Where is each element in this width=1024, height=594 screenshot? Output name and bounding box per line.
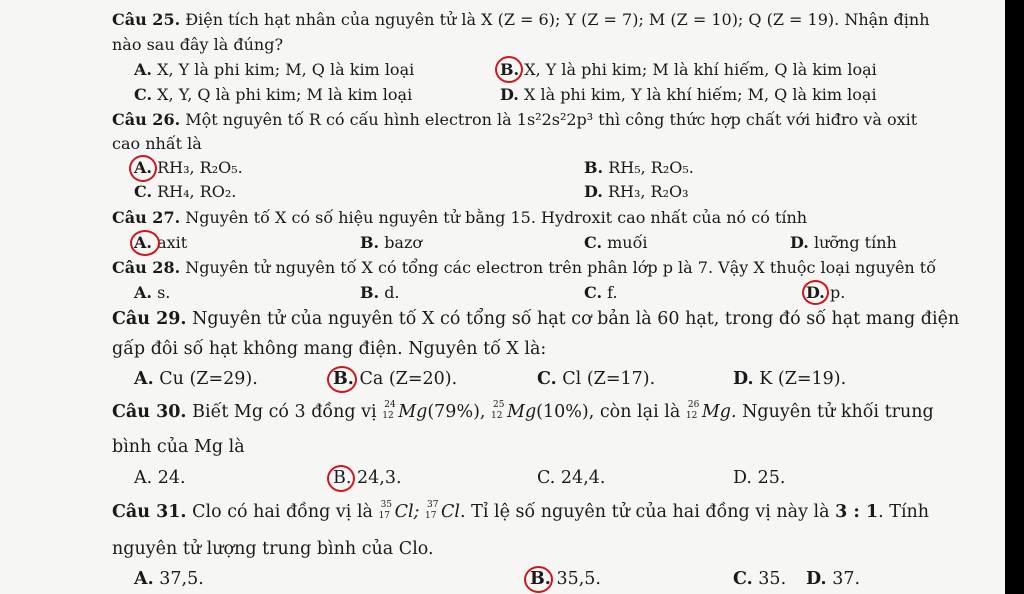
q25-line-2: nào sau đây là đúng? bbox=[112, 35, 284, 54]
q26-text: Một nguyên tố R có cấu hình electron là 1s²2s²2p³ thì công thức hợp chất với hiđro và oxit bbox=[185, 110, 918, 129]
q30-number: Câu 30. bbox=[112, 402, 187, 422]
q26-option-c: C. RH₄, RO₂. bbox=[134, 182, 237, 201]
q27-text: Nguyên tố X có số hiệu nguyên tử bằng 15. Hydroxit cao nhất của nó có tính bbox=[185, 208, 808, 227]
q29-line-1 bbox=[112, 311, 959, 329]
q30-option-b: B. 24,3. bbox=[333, 468, 402, 488]
q30-isotope-3-label: 26 12 bbox=[685, 399, 700, 421]
q25-line-1 bbox=[112, 12, 930, 28]
q29-option-b: B. Ca (Z=20). bbox=[333, 369, 458, 389]
q27-option-b: B. bazơ bbox=[360, 233, 423, 252]
q31-option-b: B. 35,5. bbox=[530, 569, 601, 589]
q29-answer-circle bbox=[327, 366, 357, 393]
q29-option-a: A. Cu (Z=29). bbox=[134, 369, 258, 389]
q26-option-a: A. RH₃, R₂O₅. bbox=[134, 158, 243, 177]
q27-answer-circle bbox=[130, 230, 160, 256]
q29-option-c: C. Cl (Z=17). bbox=[537, 369, 656, 389]
q28-number: Câu 28. bbox=[112, 258, 181, 277]
q29-option-d: D. K (Z=19). bbox=[733, 369, 847, 389]
q26-line-1 bbox=[112, 112, 917, 128]
q30-answer-circle bbox=[327, 465, 355, 492]
screen-edge bbox=[1005, 0, 1024, 594]
q26-answer-circle bbox=[129, 155, 157, 182]
q25-option-d: D. X là phi kim, Y là khí hiếm; M, Q là kim loại bbox=[500, 85, 877, 104]
q31-option-c: C. 35. bbox=[733, 569, 787, 589]
q31-option-a: A. 37,5. bbox=[134, 569, 204, 589]
q31-number: Câu 31. bbox=[112, 502, 187, 522]
q31-line-1: Câu 31. Clo có hai đồng vị là 35 17 Cl; 37 17 Cl. Tỉ lệ số nguyên tử của hai đồng vị này là 3 : 1. Tính bbox=[112, 499, 930, 522]
q26-number: Câu 26. bbox=[112, 110, 181, 129]
q30-isotope-2-label: 25 12 bbox=[491, 399, 505, 421]
q25-option-c: C. X, Y, Q là phi kim; M là kim loại bbox=[134, 85, 413, 104]
q26-option-d: D. RH₃, R₂O₃ bbox=[584, 182, 689, 201]
q27-number: Câu 27. bbox=[112, 208, 181, 227]
q27-option-c: C. muối bbox=[584, 233, 648, 252]
q25-text: Điện tích hạt nhân của nguyên tử là X (Z = 6); Y (Z = 7); M (Z = 10); Q (Z = 19). Nhận định bbox=[185, 10, 930, 29]
q28-text: Nguyên tử nguyên tố X có tổng các electron trên phân lớp p là 7. Vậy X thuộc loại nguyên tố bbox=[185, 258, 937, 277]
q26-option-b: B. RH₅, R₂O₅. bbox=[584, 158, 694, 177]
q29-line-2: gấp đôi số hạt không mang điện. Nguyên tố X là: bbox=[112, 339, 547, 359]
q27-option-a: A. axit bbox=[134, 233, 188, 252]
q28-option-c: C. f. bbox=[584, 283, 618, 302]
q28-option-a: A. s. bbox=[134, 283, 171, 302]
q29-number: Câu 29. bbox=[112, 309, 187, 329]
q30-isotope-1-label: 24 12 bbox=[382, 399, 396, 421]
q30-option-d: D. 25. bbox=[733, 468, 786, 488]
q30-option-c: C. 24,4. bbox=[537, 468, 606, 488]
q25-option-a: A. X, Y là phi kim; M, Q là kim loại bbox=[134, 60, 415, 79]
q27-option-d: D. lưỡng tính bbox=[790, 233, 897, 252]
q30-option-a: A. 24. bbox=[134, 468, 186, 488]
q27-line-1 bbox=[112, 210, 807, 226]
q31-answer-circle bbox=[524, 566, 553, 593]
q28-line-1 bbox=[112, 260, 936, 276]
q30-line-2: bình của Mg là bbox=[112, 437, 245, 457]
q30-line-1: Câu 30. Biết Mg có 3 đồng vị 24 12 Mg(79%), 25 12 Mg(10%), còn lại là 26 12 Mg. Nguyên tử khối trung bbox=[112, 399, 934, 422]
q28-option-b: B. d. bbox=[360, 283, 400, 302]
q25-number: Câu 25. bbox=[112, 10, 181, 29]
q29-text: Nguyên tử của nguyên tố X có tổng số hạt cơ bản là 60 hạt, trong đó số hạt mang điện bbox=[192, 309, 960, 329]
q28-option-d: D. p. bbox=[806, 283, 846, 302]
q26-line-2: cao nhất là bbox=[112, 134, 202, 153]
q25-answer-circle bbox=[495, 56, 523, 83]
q31-isotope-1-label: 35 17 bbox=[378, 499, 393, 521]
q31-option-d: D. 37. bbox=[806, 569, 861, 589]
q25-option-b: B. X, Y là phi kim; M là khí hiếm, Q là kim loại bbox=[500, 60, 877, 79]
q28-answer-circle bbox=[802, 280, 829, 305]
q31-line-2: nguyên tử lượng trung bình của Clo. bbox=[112, 539, 434, 559]
q31-isotope-2-label: 37 17 bbox=[425, 499, 439, 521]
